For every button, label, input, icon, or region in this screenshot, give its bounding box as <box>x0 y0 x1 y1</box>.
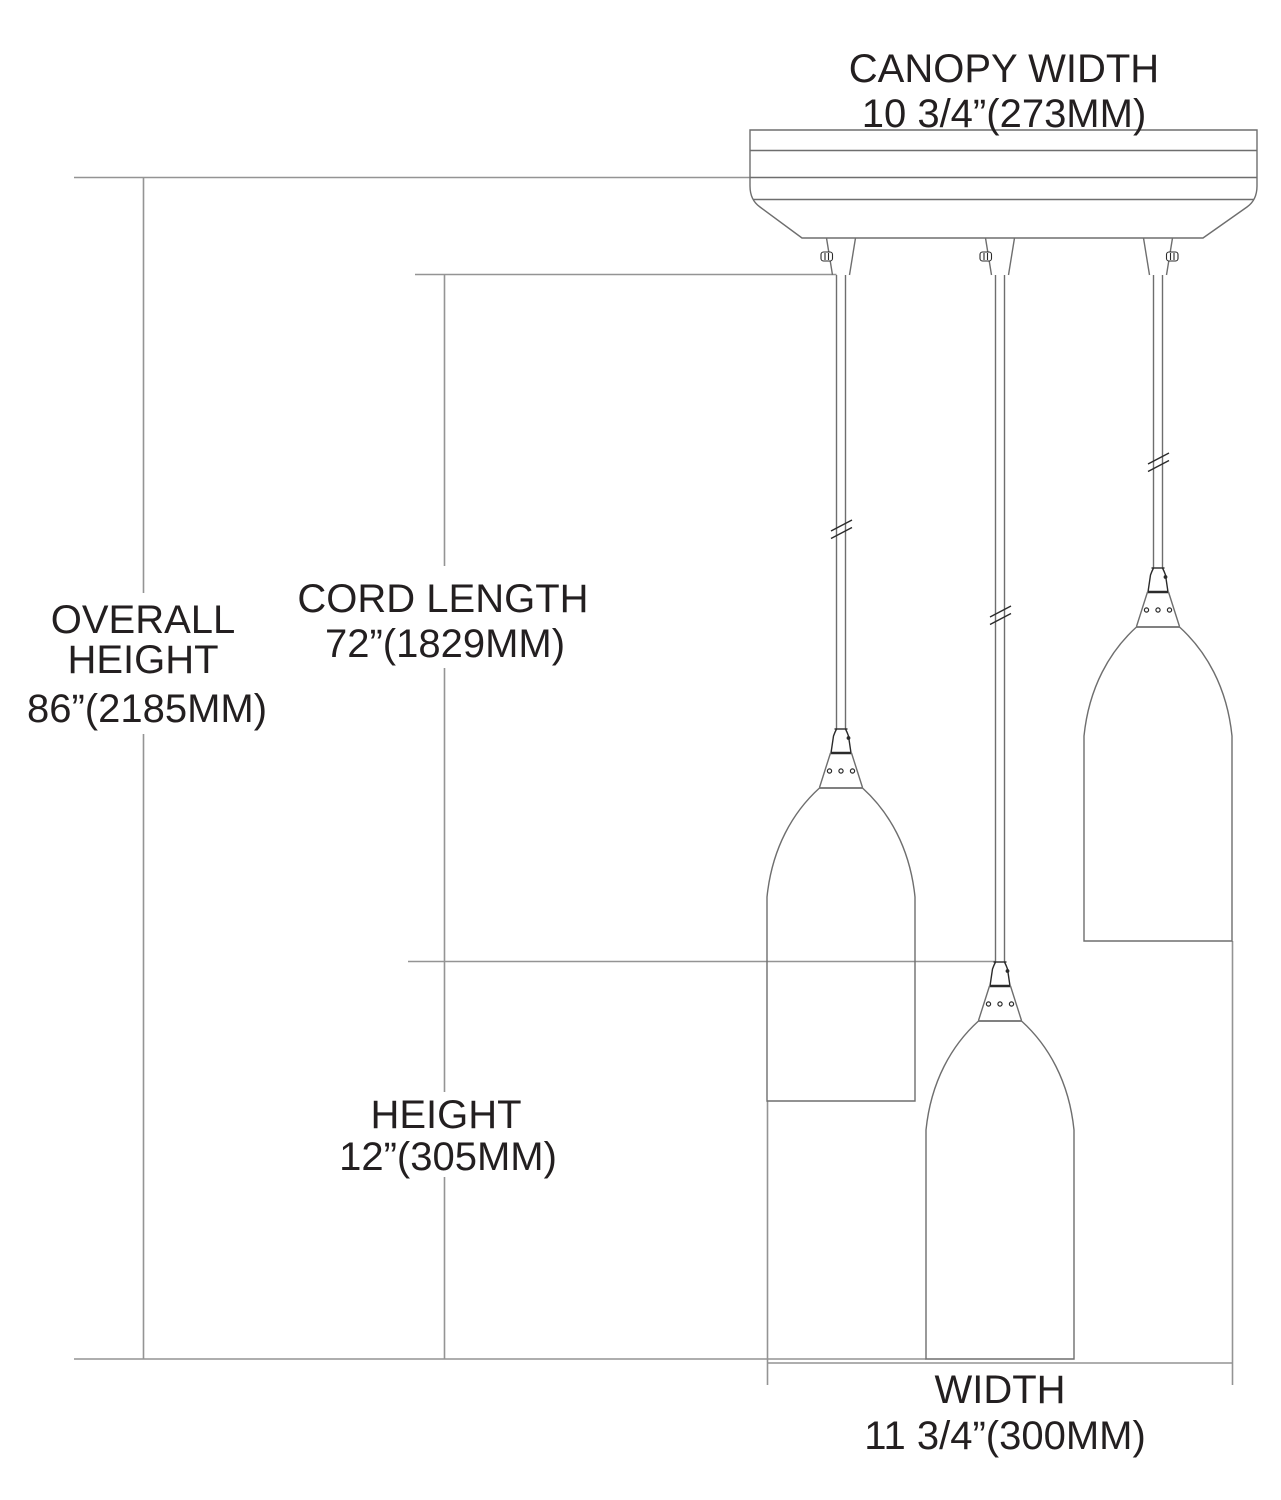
shade-height-label: HEIGHT <box>370 1093 522 1137</box>
cord-break-icon <box>990 606 1011 625</box>
grip-screw-dot <box>847 736 851 740</box>
cord-length-value: 72”(1829MM) <box>324 622 566 666</box>
cord-grip-cup <box>831 729 851 753</box>
holder-vent-hole <box>1156 608 1160 612</box>
glass-shade-middle <box>926 1021 1074 1359</box>
holder-vent-hole <box>839 769 843 773</box>
glass-shade-right <box>1084 627 1232 941</box>
width-value: 11 3/4”(300MM) <box>864 1414 1146 1458</box>
holder-vent-hole <box>1009 1002 1013 1006</box>
set-screw-icon <box>1167 252 1179 261</box>
glass-shade-left <box>767 788 915 1101</box>
holder-vent-hole <box>1167 608 1171 612</box>
pendant-middle <box>926 275 1074 1359</box>
cord-break-icon <box>831 520 852 539</box>
pendant-left <box>767 275 915 1101</box>
grip-screw-dot <box>1006 969 1010 973</box>
holder-vent-hole <box>998 1002 1002 1006</box>
dimension-lines <box>74 177 1233 1385</box>
cord-left <box>837 275 846 729</box>
cord-grip-cup <box>1148 568 1168 592</box>
width-label: WIDTH <box>934 1368 1066 1412</box>
canopy-outline <box>750 130 1257 238</box>
pendant-right <box>1084 275 1232 941</box>
canopy-width-label: CANOPY WIDTH <box>848 47 1160 91</box>
set-screw-icon <box>821 252 833 261</box>
overall-height-label-line2: HEIGHT <box>67 638 219 682</box>
cord-right <box>1154 275 1163 568</box>
canopy-width-value: 10 3/4”(273MM) <box>861 92 1147 136</box>
holder-vent-hole <box>850 769 854 773</box>
holder-vent-hole <box>986 1002 990 1006</box>
cord-break-icon <box>1148 453 1169 472</box>
set-screw-icon <box>980 252 992 261</box>
cord-length-label: CORD LENGTH <box>297 577 589 621</box>
overall-height-label-line1: OVERALL <box>50 598 236 642</box>
grip-screw-dot <box>1164 575 1168 579</box>
socket-right <box>1137 568 1180 627</box>
socket-middle <box>979 962 1022 1021</box>
holder-vent-hole <box>827 769 831 773</box>
overall-height-value: 86”(2185MM) <box>26 687 268 731</box>
shade-height-value: 12”(305MM) <box>339 1135 557 1179</box>
canopy <box>750 130 1257 275</box>
holder-vent-hole <box>1144 608 1148 612</box>
cord-grip-cup <box>990 962 1010 986</box>
socket-left <box>820 729 863 788</box>
